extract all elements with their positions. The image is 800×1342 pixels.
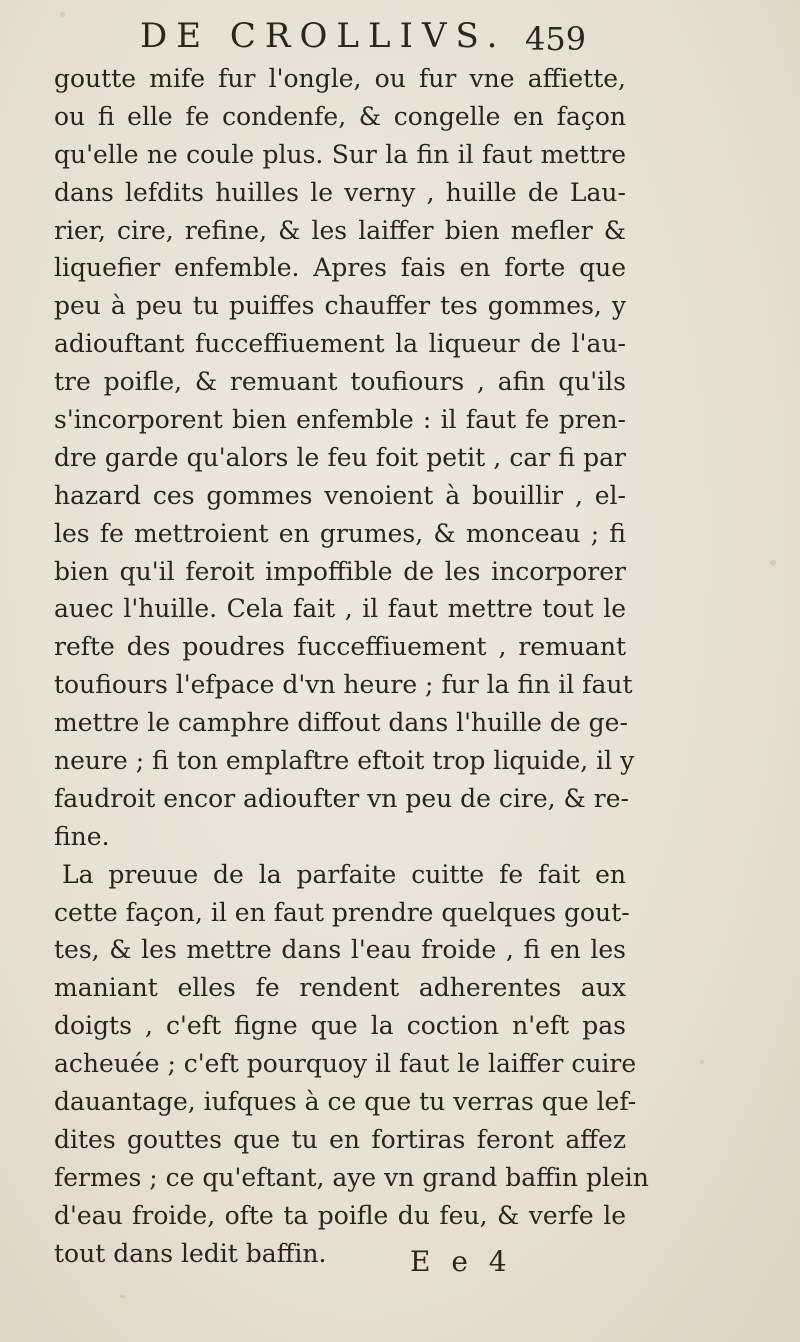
text-line: rier, cire, refine, & les laiffer bien mefler & (54, 215, 626, 245)
text-line: fine. (54, 821, 110, 851)
ink-spot (770, 560, 776, 566)
text-line: doigts , c'eft figne que la coction n'eft pas (54, 1011, 626, 1041)
text-line: neure ; fi ton emplaftre eftoit trop liquide, il y (54, 746, 635, 776)
text-line: cette façon, il en faut prendre quelques gout- (54, 897, 630, 927)
text-line: ou fi elle fe condenfe, & congelle en façon (54, 101, 626, 131)
text-line: dites gouttes que tu en fortiras feront affez (54, 1124, 626, 1154)
text-line: peu à peu tu puiffes chauffer tes gommes, y (54, 291, 626, 321)
text-line: hazard ces gommes venoient à bouillir , el- (54, 480, 626, 510)
body-text (54, 60, 649, 1273)
text-line: auec l'huille. Cela fait , il faut mettre tout le (54, 594, 626, 624)
text-line: tes, & les mettre dans l'eau froide , fi en les (54, 935, 626, 965)
signature-mark: E e 4 (410, 1245, 513, 1278)
text-line: mettre le camphre diffout dans l'huille de ge- (54, 708, 628, 738)
running-title: DE CROLLIVS. (140, 16, 507, 56)
text-line: tre poifle, & remuant toufiours , afin qu'ils (54, 367, 626, 397)
text-line: maniant elles fe rendent adherentes aux (54, 973, 626, 1003)
text-line: La preuue de la parfaite cuitte fe fait en (62, 859, 626, 889)
text-line: s'incorporent bien enfemble : il faut fe pren- (54, 405, 626, 435)
text-line: liquefier enfemble. Apres fais en forte que (54, 253, 626, 283)
text-line: acheuée ; c'eft pourquoy il faut le laiffer cuire (54, 1049, 637, 1079)
text-line: dre garde qu'alors le feu foit petit , car fi par (54, 442, 626, 472)
text-line: d'eau froide, ofte ta poifle du feu, & verfe le (54, 1200, 626, 1230)
running-header (140, 16, 640, 60)
text-line: faudroit encor adioufter vn peu de cire, & re- (54, 783, 629, 813)
ink-spot (700, 1060, 704, 1064)
text-line: bien qu'il feroit impoffible de les incorporer (54, 556, 626, 586)
text-line: tout dans ledit baffin. (54, 1238, 327, 1268)
text-line: goutte mife fur l'ongle, ou fur vne affiette, (54, 64, 626, 93)
text-line: fermes ; ce qu'eftant, aye vn grand baffin plein (54, 1162, 649, 1192)
ink-spot (120, 1295, 125, 1298)
text-line: refte des poudres fucceffiuement , remuant (54, 632, 626, 662)
text-line: dans lefdits huilles le verny , huille de Lau- (54, 177, 626, 207)
text-line: adiouftant fucceffiuement la liqueur de l'au- (54, 329, 626, 359)
text-line: toufiours l'efpace d'vn heure ; fur la fin il faut (54, 670, 633, 700)
text-line: dauantage, iufques à ce que tu verras que lef- (54, 1087, 637, 1117)
text-line: les fe mettroient en grumes, & monceau ; fi (54, 518, 626, 548)
text-line: qu'elle ne coule plus. Sur la fin il faut mettre (54, 139, 626, 169)
ink-spot (60, 12, 65, 17)
page-number: 459 (525, 20, 587, 58)
